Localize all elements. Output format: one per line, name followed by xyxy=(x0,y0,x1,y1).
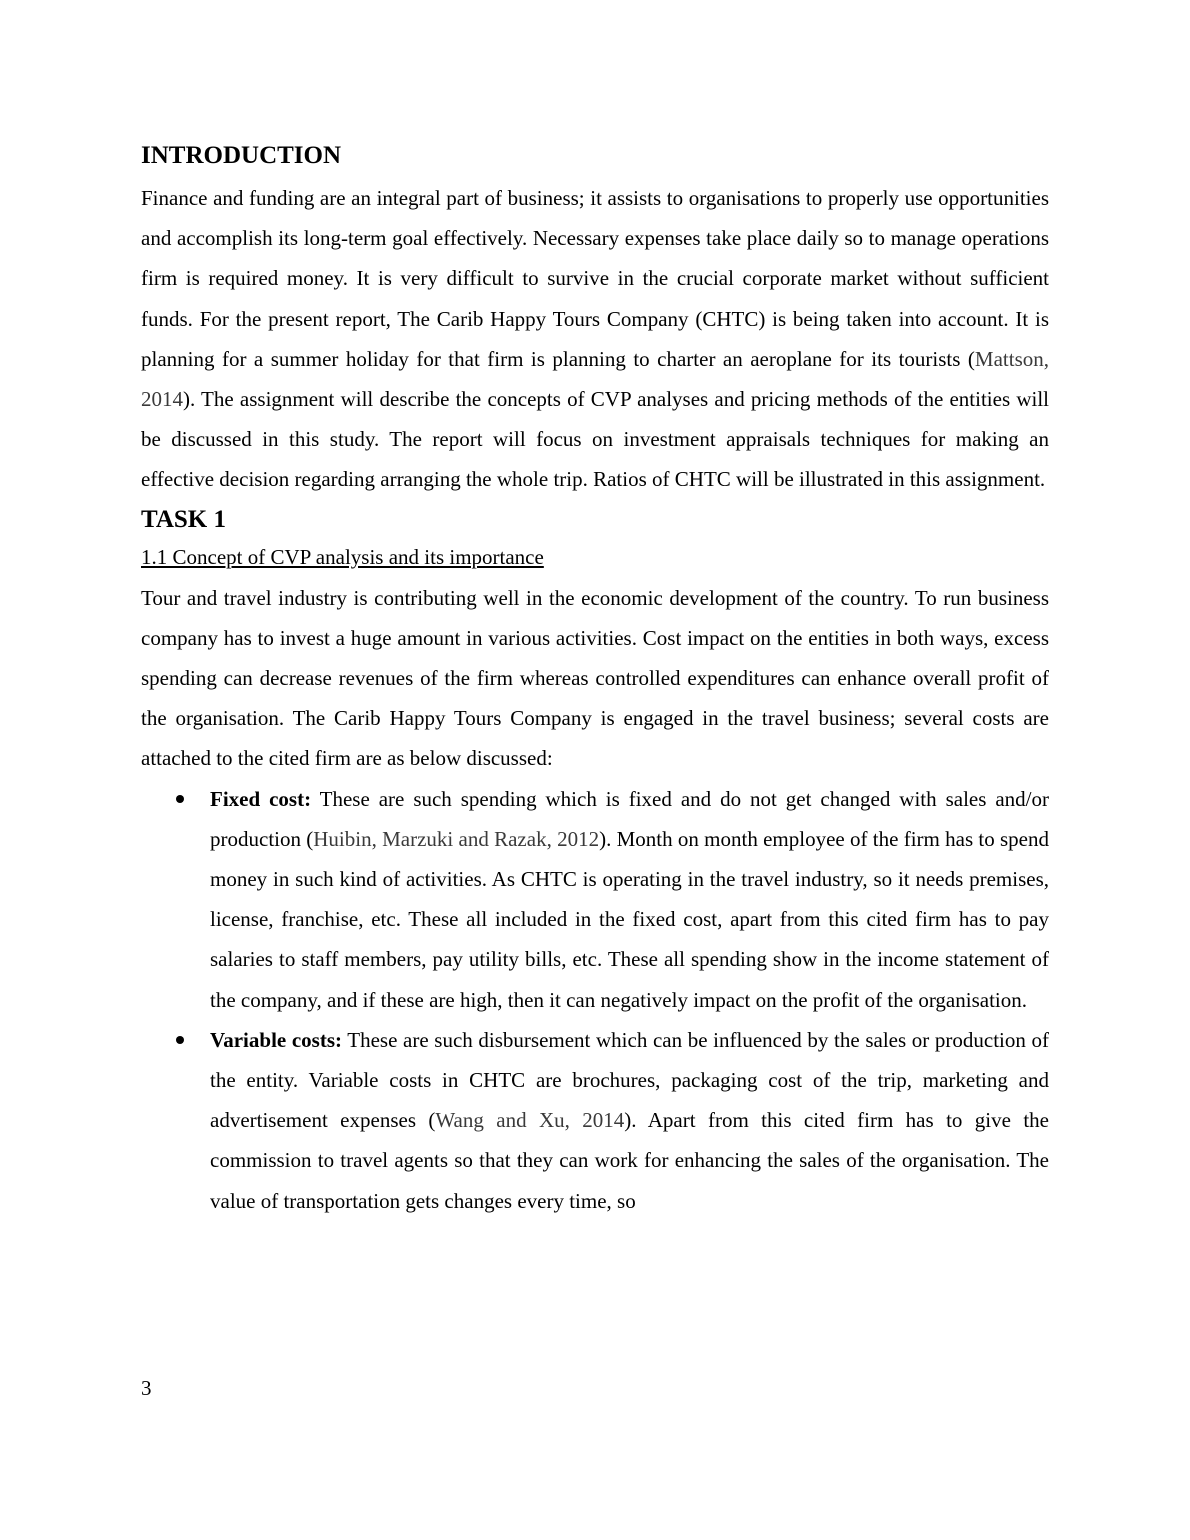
bullet-icon xyxy=(176,795,184,803)
list-item-variable-costs xyxy=(141,1020,1049,1221)
introduction-heading: INTRODUCTION xyxy=(141,142,342,169)
cvp-subheading: 1.1 Concept of CVP analysis and its importance xyxy=(141,544,544,569)
variable-costs-citation: Wang and Xu, 2014 xyxy=(435,1108,625,1133)
cost-bullet-list xyxy=(141,779,1049,1221)
introduction-paragraph xyxy=(141,178,1049,500)
variable-costs-term: Variable costs: xyxy=(210,1027,343,1052)
task1-paragraph: Tour and travel industry is contributing well in the economic development of the country. To run business company has to invest a huge amount in various activities. Cost impact on the entities in both ways, excess spending can decrease revenues of the firm whereas controlled expenditures can enhance overall profit of the organisation. The Carib Happy Tours Company is engaged in the travel business; several costs are attached to the cited firm are as below discussed: xyxy=(141,585,1049,771)
list-item-fixed-cost xyxy=(141,779,1049,1020)
fixed-cost-term: Fixed cost: xyxy=(210,786,312,811)
task1-heading: TASK 1 xyxy=(141,505,226,533)
introduction-citation: Mattson, 2014 xyxy=(141,346,1049,412)
document-page xyxy=(141,140,1049,1221)
page-number: 3 xyxy=(141,1376,152,1400)
fixed-cost-citation: Huibin, Marzuki and Razak, 2012 xyxy=(313,826,600,851)
bullet-icon xyxy=(176,1036,184,1044)
variable-costs-text-part1: These are such disbursement which can be influenced by the sales or production of the entity. Variable costs in CHTC are brochures, packaging cost of the trip, marketing and advertisement expenses ( xyxy=(210,1027,1049,1133)
fixed-cost-text-part1: These are such spending which is fixed and do not get changed with sales and/or production ( xyxy=(210,786,1049,851)
variable-costs-text-part2: ). Apart from this cited firm has to give the commission to travel agents so that they can work for enhancing the sales of the organisation. The value of transportation gets changes every time, so xyxy=(210,1108,1050,1213)
introduction-text-part2: ). The assignment will describe the concepts of CVP analyses and pricing methods of the entities will be discussed in this study. The report will focus on investment appraisals techniques for making an effective decision regarding arranging the whole trip. Ratios of CHTC will be illustrated in this assignment. xyxy=(141,387,1049,492)
fixed-cost-text-part2: ). Month on month employee of the firm has to spend money in such kind of activities. As CHTC is operating in the travel industry, so it needs premises, license, franchise, etc. These all included in the fixed cost, apart from this cited firm has to pay salaries to staff members, pay utility bills, etc. These all spending show in the income statement of the company, and if these are high, then it can negatively impact on the profit of the organisation. xyxy=(210,826,1049,1012)
introduction-text-part1: Finance and funding are an integral part of business; it assists to organisations to properly use opportunities and accomplish its long-term goal effectively. Necessary expenses take place daily so to manage operations firm is required money. It is very difficult to survive in the crucial corporate market without sufficient funds. For the present report, The Carib Happy Tours Company (CHTC) is being taken into account. It is planning for a summer holiday for that firm is planning to charter an aeroplane for its tourists ( xyxy=(141,186,1049,371)
